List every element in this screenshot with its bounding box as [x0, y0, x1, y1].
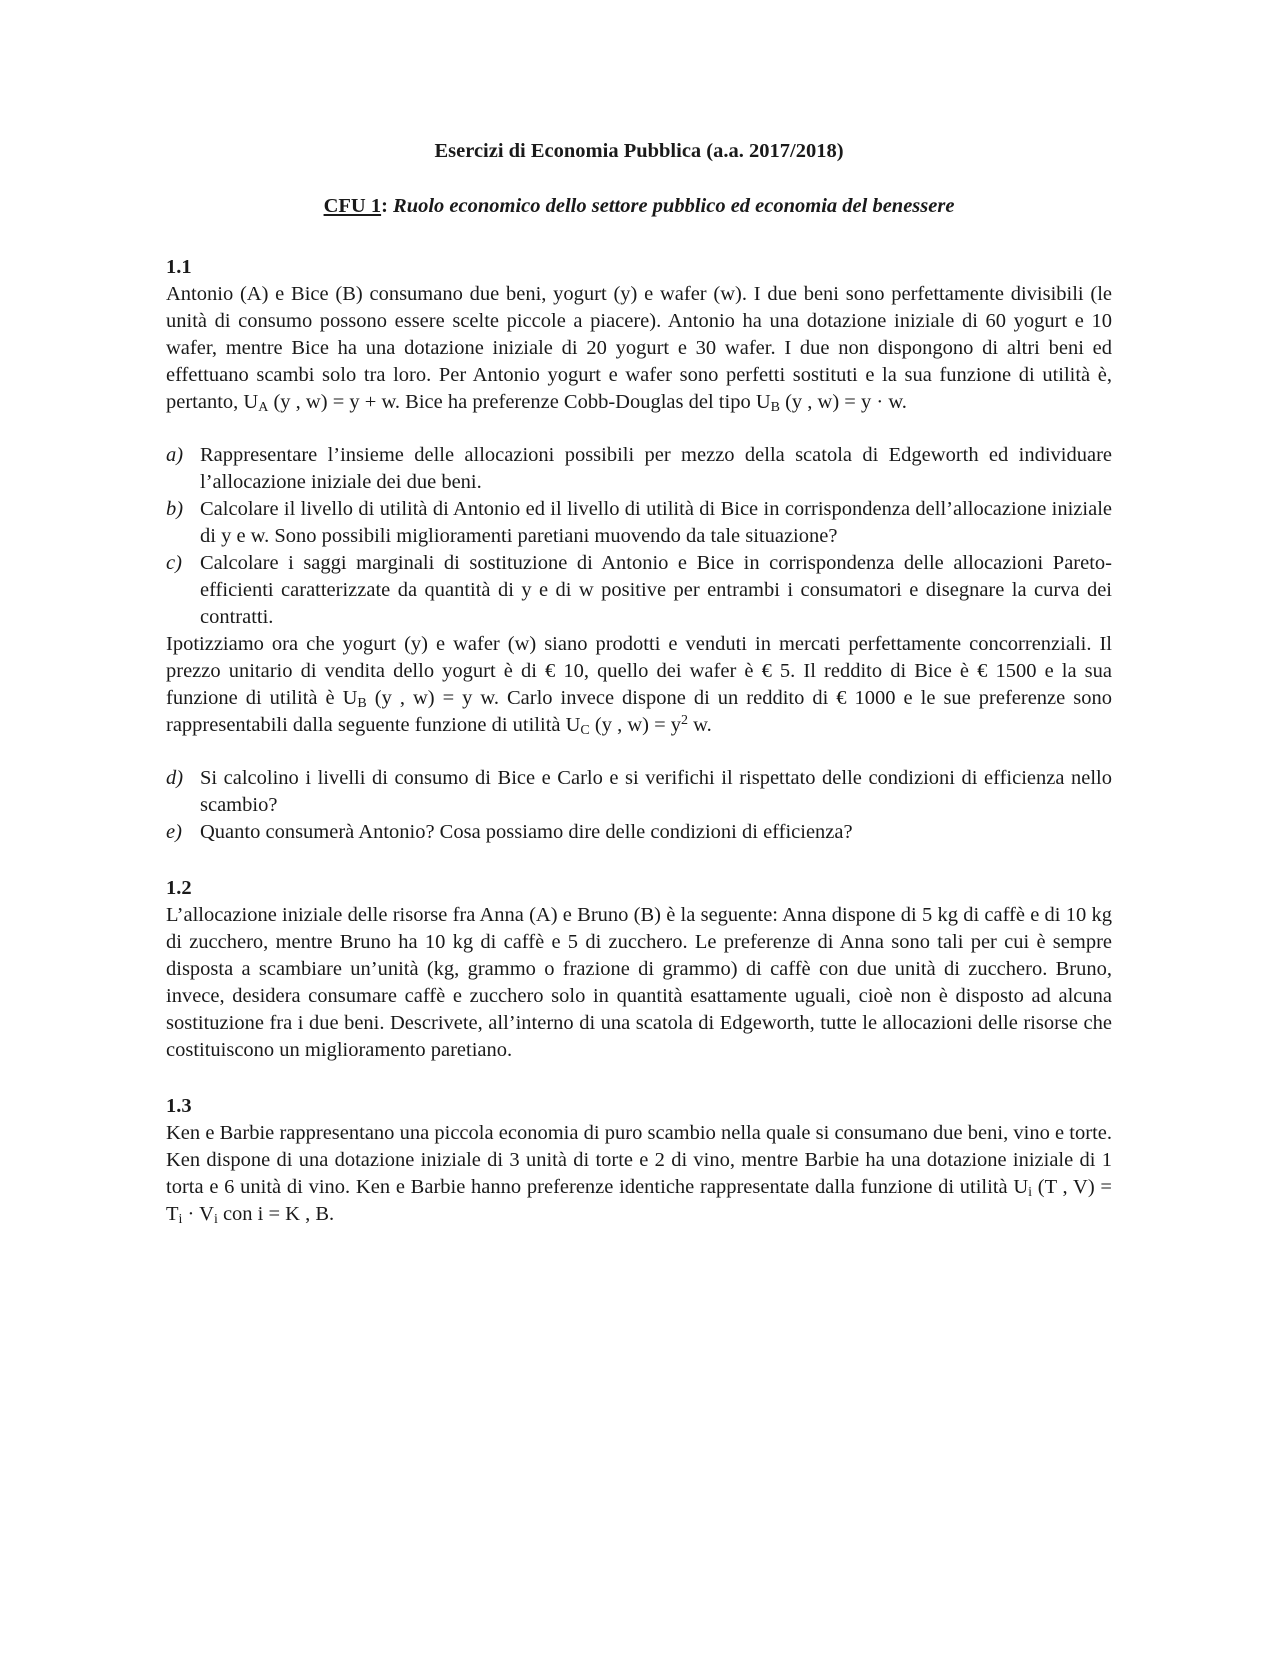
subscript-i: i	[213, 1212, 218, 1227]
question-text: Quanto consumerà Antonio? Cosa possiamo dire delle condizioni di efficienza?	[200, 821, 853, 843]
document-subtitle	[166, 193, 1112, 220]
exercise-number: 1.1	[166, 256, 192, 278]
exercise-intro	[166, 281, 1112, 416]
question-item	[166, 442, 1112, 496]
middle-text-1: Ipotizziamo ora che yogurt (y) e wafer (w) siano prodotti e venduti in mercati perfettamente concorrenziali. Il prezzo unitario di vendita dello yogurt è di € 10, quello dei wafer è € 5. Il reddito di Bice è € 1500 e la sua funzione di utilità è U	[166, 633, 1112, 709]
intro-subscript-b: B	[770, 400, 780, 415]
exercise-middle-text	[166, 631, 1112, 739]
spacer	[166, 739, 1112, 765]
exercise-1-2	[166, 875, 1112, 1064]
question-item	[166, 765, 1112, 819]
intro-text-2: (y , w) = y + w. Bice ha preferenze Cobb-Douglas del tipo U	[268, 391, 771, 413]
exercise-number: 1.2	[166, 877, 192, 899]
intro-text-3: (y , w) = y · w.	[779, 391, 907, 413]
question-list-2	[166, 765, 1112, 846]
cfu-label: CFU 1	[323, 195, 382, 217]
middle-text-2: (y , w) = y w. Carlo invece dispone di un reddito di € 1000 e le sue preferenze sono rappresentabili dalla seguente funzione di utilità U	[166, 687, 1112, 736]
document-content	[166, 138, 1112, 1228]
question-item	[166, 819, 1112, 846]
exercise-text	[166, 1120, 1112, 1228]
exercise-1-3	[166, 1093, 1112, 1228]
question-marker: e)	[166, 821, 182, 843]
text-part-2: (T , V) = T	[166, 1176, 1112, 1225]
middle-subscript-c: C	[580, 723, 590, 738]
text-part-1: Ken e Barbie rappresentano una piccola economia di puro scambio nella quale si consumano due beni, vino e torte. Ken dispone di una dotazione iniziale di 3 unità di torte e 2 di vino, mentre Barbie ha una dotazione iniziale di 1 torta e 6 unità di vino. Ken e Barbie hanno preferenze identiche rappresentate dalla funzione di utilità U	[166, 1122, 1112, 1198]
document-title: Esercizi di Economia Pubblica (a.a. 2017/2018)	[434, 140, 844, 162]
question-item	[166, 550, 1112, 631]
middle-subscript-b: B	[357, 696, 367, 711]
spacer	[166, 416, 1112, 442]
subtitle-separator: :	[381, 195, 394, 217]
question-marker: c)	[166, 552, 182, 574]
middle-superscript: 2	[681, 713, 689, 728]
question-list-1	[166, 442, 1112, 631]
question-text: Calcolare il livello di utilità di Antonio ed il livello di utilità di Bice in corrispondenza dell’allocazione iniziale di y e w. Sono possibili miglioramenti paretiani muovendo da tale situazione?	[200, 498, 1112, 547]
question-text: Si calcolino i livelli di consumo di Bice e Carlo e si verifichi il rispettato delle condizioni di efficienza nello scambio?	[200, 767, 1112, 816]
subscript-i: i	[178, 1212, 183, 1227]
middle-text-4: w.	[688, 714, 712, 736]
exercise-number: 1.3	[166, 1095, 192, 1117]
text-part-3: · V	[182, 1203, 214, 1225]
middle-text-3: (y , w) = y	[589, 714, 682, 736]
question-text: Rappresentare l’insieme delle allocazioni possibili per mezzo della scatola di Edgeworth ed individuare l’allocazione iniziale dei due beni.	[200, 444, 1112, 493]
exercise-text: L’allocazione iniziale delle risorse fra Anna (A) e Bruno (B) è la seguente: Anna dispone di 5 kg di caffè e di 10 kg di zucchero, mentre Bruno ha 10 kg di caffè e 5 di zucchero. Le preferenze di Anna sono tali per cui è sempre disposta a scambiare un’unità (kg, grammo o frazione di grammo) di caffè con due unità di zucchero. Bruno, invece, desidera consumare caffè e zucchero solo in quantità esattamente uguali, cioè non è disposto ad alcuna sostituzione fra i due beni. Descrivete, all’interno di una scatola di Edgeworth, tutte le allocazioni delle risorse che costituiscono un miglioramento paretiano.	[166, 904, 1112, 1061]
text-part-4: con i = K , B.	[217, 1203, 335, 1225]
question-marker: d)	[166, 767, 184, 789]
question-item	[166, 496, 1112, 550]
question-text: Calcolare i saggi marginali di sostituzione di Antonio e Bice in corrispondenza delle allocazioni Pareto-efficienti caratterizzate da quantità di y e di w positive per entrambi i consumatori e disegnare la curva dei contratti.	[200, 552, 1112, 628]
subscript-i: i	[1028, 1185, 1033, 1200]
exercise-1-1	[166, 254, 1112, 846]
question-marker: a)	[166, 444, 184, 466]
intro-text-1: Antonio (A) e Bice (B) consumano due beni, yogurt (y) e wafer (w). I due beni sono perfettamente divisibili (le unità di consumo possono essere scelte piccole a piacere). Antonio ha una dotazione iniziale di 60 yogurt e 10 wafer, mentre Bice ha una dotazione iniziale di 20 yogurt e 30 wafer. I due non dispongono di altri beni ed effettuano scambi solo tra loro. Per Antonio yogurt e wafer sono perfetti sostituti e la sua funzione di utilità è, pertanto, U	[166, 283, 1112, 413]
intro-subscript-a: A	[258, 400, 269, 415]
subtitle-topic: Ruolo economico dello settore pubblico ed economia del benessere	[393, 195, 955, 217]
question-marker: b)	[166, 498, 184, 520]
